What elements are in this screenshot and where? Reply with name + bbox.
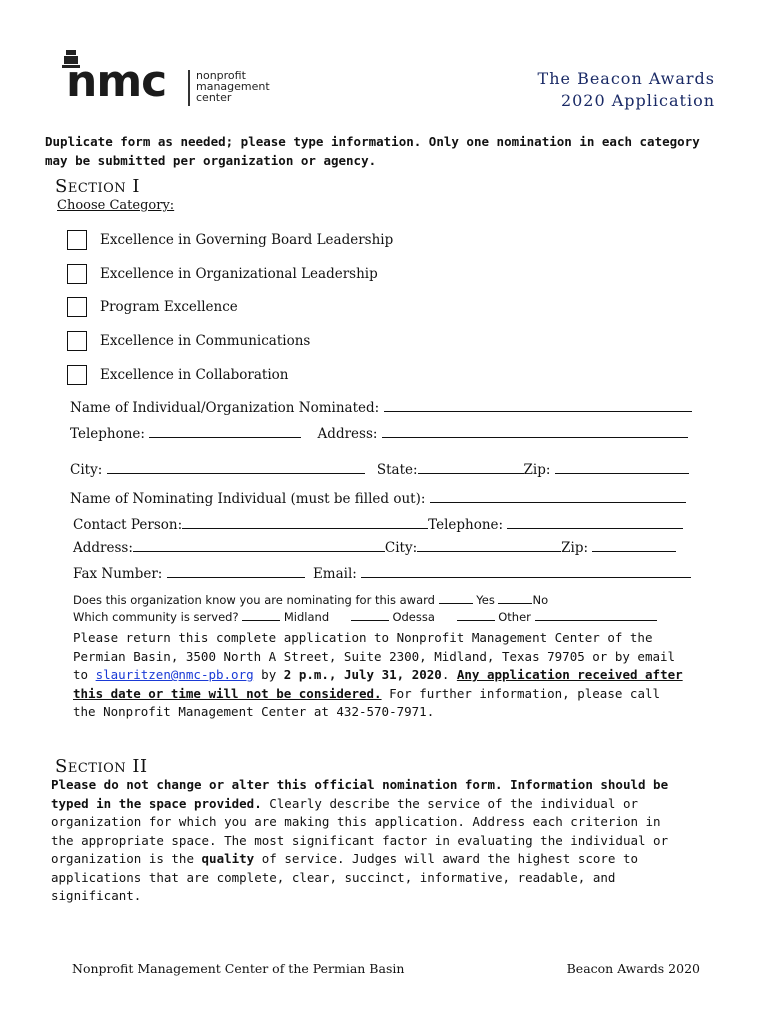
zip-field[interactable] <box>555 459 689 474</box>
state-label: State: <box>376 462 418 478</box>
logo-tagline-1: nonprofit <box>196 69 246 82</box>
email-link[interactable]: slauritzen@nmc-pb.org <box>95 667 254 682</box>
fax-label: Fax Number: <box>73 566 163 582</box>
telephone-field[interactable] <box>149 423 301 438</box>
nominator-address-label: Address: <box>73 540 133 556</box>
email-field[interactable] <box>361 563 691 578</box>
by-text: by <box>261 667 277 682</box>
category-checkbox[interactable] <box>67 365 87 385</box>
email-label: Email: <box>312 566 357 582</box>
midland-field[interactable] <box>242 609 280 621</box>
logo-tagline-2: management <box>196 80 270 93</box>
logo-mark: nmc <box>66 56 167 107</box>
section-2-instructions <box>51 776 671 906</box>
category-label: Excellence in Organizational Leadership <box>100 266 378 282</box>
category-label: Program Excellence <box>100 299 238 315</box>
no-label: No <box>532 593 549 607</box>
other-label: Other <box>498 610 531 624</box>
other-community-field[interactable] <box>535 609 657 621</box>
nominator-telephone-label: Telephone: <box>428 517 504 533</box>
section-2-text-b: of service. Judges will award the highest score to applications that are complete, clear, succinct, informative, readable, and significant. <box>51 851 639 903</box>
return-instructions <box>73 629 683 722</box>
community-question-text: Which community is served? <box>73 610 239 624</box>
nominator-city-label: City: <box>384 540 418 556</box>
footer-right: Beacon Awards 2020 <box>566 961 700 976</box>
city-field[interactable] <box>107 459 365 474</box>
community-question <box>73 609 657 624</box>
contact-row <box>73 514 683 533</box>
logo-tagline <box>196 70 270 103</box>
nominator-telephone-field[interactable] <box>507 514 683 529</box>
category-label: Excellence in Collaboration <box>100 367 289 383</box>
address-label: Address: <box>317 426 378 442</box>
nominator-name-label: Name of Nominating Individual (must be filled out): <box>70 491 426 507</box>
intro-instructions: Duplicate form as needed; please type information. Only one nomination in each category may be submitted per organization or agency. <box>45 134 700 168</box>
title-line-2: 2020 Application <box>560 91 715 110</box>
footer-left: Nonprofit Management Center of the Permian Basin <box>72 961 405 976</box>
category-checkbox[interactable] <box>67 264 87 284</box>
category-checkbox[interactable] <box>67 297 87 317</box>
quality-emphasis: quality <box>201 851 255 866</box>
category-label: Excellence in Communications <box>100 333 311 349</box>
fax-field[interactable] <box>167 563 305 578</box>
nominator-zip-label: Zip: <box>561 540 589 556</box>
nominator-address-row <box>73 537 676 556</box>
category-label: Excellence in Governing Board Leadership <box>100 232 394 248</box>
zip-label: Zip: <box>523 462 551 478</box>
awareness-question <box>73 592 548 607</box>
deadline: 2 p.m., July 31, 2020 <box>283 667 442 682</box>
category-option[interactable] <box>67 262 378 286</box>
nominator-zip-field[interactable] <box>592 537 676 552</box>
midland-label: Midland <box>283 610 330 624</box>
nominator-city-field[interactable] <box>417 537 561 552</box>
city-state-zip-row <box>70 459 689 478</box>
form-title <box>538 68 715 112</box>
category-checkbox[interactable] <box>67 331 87 351</box>
return-text: Please return this complete application to Nonprofit Management Center of the Permian Basin, 3500 North A Street, Suite 2300, Midland, Texas 79705 or by email to <box>73 630 676 682</box>
odessa-field[interactable] <box>351 609 389 621</box>
choose-category-label: Choose Category: <box>57 198 175 213</box>
title-line-1: The Beacon Awards <box>537 69 715 88</box>
awareness-question-text: Does this organization know you are nominating for this award <box>73 593 435 607</box>
logo-tagline-3: center <box>196 91 232 104</box>
state-field[interactable] <box>418 459 524 474</box>
yes-label: Yes <box>476 593 495 607</box>
contact-info-text: For further information, please call the Nonprofit Management Center at 432-570-7971. <box>73 685 661 719</box>
city-label: City: <box>70 462 103 478</box>
other-field[interactable] <box>457 609 495 621</box>
category-option[interactable] <box>67 329 310 353</box>
deadline-period: . <box>441 667 450 682</box>
nominator-name-row <box>70 488 686 507</box>
section-2-bold-text: Please do not change or alter this official nomination form. Information should be typed in the space provided. <box>51 777 669 811</box>
contact-person-label: Contact Person: <box>73 517 183 533</box>
category-option[interactable] <box>67 363 288 387</box>
nominator-address-field[interactable] <box>133 537 385 552</box>
telephone-label: Telephone: <box>70 426 145 442</box>
nominator-name-field[interactable] <box>430 488 686 503</box>
section-2-heading: Section II <box>55 756 148 777</box>
section-1-heading: Section I <box>55 176 140 197</box>
nominee-name-row <box>70 397 692 416</box>
category-option[interactable] <box>67 295 238 319</box>
address-field[interactable] <box>382 423 688 438</box>
section-2-text-a: Clearly describe the service of the individual or organization for which you are making this application. Address each criterion in the appropriate space. The most significant factor in evaluating the individual or organization is the <box>51 795 669 866</box>
telephone-address-row <box>70 423 688 442</box>
yes-field[interactable] <box>439 592 473 604</box>
category-option[interactable] <box>67 228 393 252</box>
logo-divider <box>188 70 190 106</box>
contact-person-field[interactable] <box>182 514 428 529</box>
odessa-label: Odessa <box>392 610 435 624</box>
nominee-name-field[interactable] <box>384 397 692 412</box>
late-warning: Any application received after this date or time will not be considered. <box>73 667 683 701</box>
nominee-name-label: Name of Individual/Organization Nominated: <box>70 400 380 416</box>
fax-email-row <box>73 563 691 582</box>
category-checkbox[interactable] <box>67 230 87 250</box>
no-field[interactable] <box>498 592 532 604</box>
